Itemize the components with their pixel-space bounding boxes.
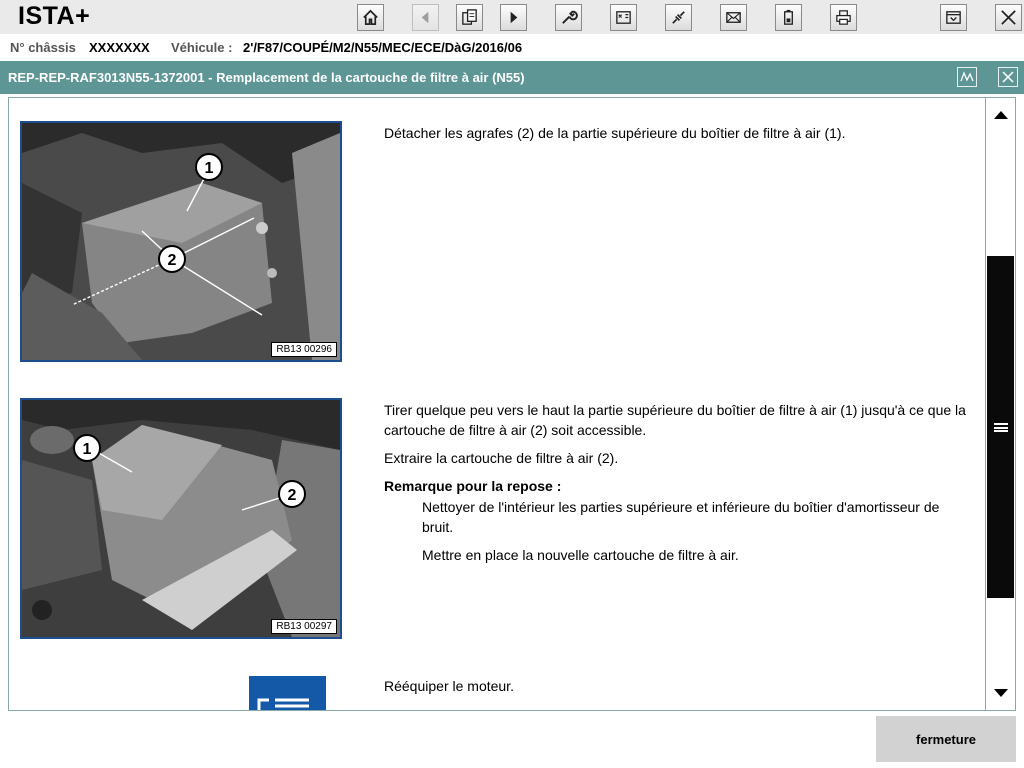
connection-icon — [669, 8, 688, 27]
remark-item: Nettoyer de l'intérieur les parties supérieure et inférieure du boîtier d'amortisseur de bruit. — [422, 499, 940, 535]
remark-body — [422, 497, 974, 565]
callout-2: 2 — [167, 252, 177, 269]
minimize-icon — [944, 8, 963, 27]
scroll-up-button[interactable] — [986, 100, 1015, 130]
vehicle-value: 2'/F87/COUPÉ/M2/N55/MEC/ECE/DàG/2016/06 — [243, 40, 523, 55]
chassis-value: XXXXXXX — [89, 40, 150, 55]
close-document-button[interactable]: fermeture — [876, 716, 1016, 762]
mail-icon — [724, 8, 743, 27]
document-title-bar — [0, 61, 1024, 94]
vehicle-info-bar — [0, 34, 1024, 60]
close-icon — [1001, 70, 1015, 84]
document-close-button[interactable] — [998, 67, 1018, 87]
callout-1: 1 — [204, 160, 214, 177]
vehicle-info-icon — [614, 8, 633, 27]
document-graph-button[interactable] — [957, 67, 977, 87]
service-functions-button[interactable] — [555, 4, 582, 31]
close-icon — [999, 8, 1018, 27]
scroll-down-button[interactable] — [986, 678, 1015, 708]
remark-title: Remarque pour la repose : — [384, 478, 562, 494]
callout-1: 1 — [82, 441, 92, 458]
chassis-label: N° châssis — [10, 40, 76, 55]
top-bar — [0, 0, 1024, 34]
back-icon — [416, 8, 435, 27]
engine-bay-photo — [22, 123, 340, 360]
close-app-button[interactable] — [995, 4, 1022, 31]
vehicle-info-button[interactable] — [610, 4, 637, 31]
battery-button[interactable] — [775, 4, 802, 31]
step-1-text — [384, 123, 974, 151]
wrench-icon — [559, 8, 578, 27]
step-instruction: Tirer quelque peu vers le haut la partie supérieure du boîtier de filtre à air (1) jusqu'à ce que la cartouche de filtre à air (2) soit accessible. — [384, 402, 966, 438]
documents-button[interactable] — [456, 4, 483, 31]
battery-icon — [779, 8, 798, 27]
step-2-text — [384, 400, 974, 573]
documents-icon — [460, 8, 479, 27]
vertical-scrollbar[interactable] — [985, 98, 1015, 710]
figure-label: RB13 00296 — [271, 342, 337, 357]
print-icon — [834, 8, 853, 27]
triangle-up-icon — [993, 110, 1009, 120]
forward-button[interactable] — [500, 4, 527, 31]
callout-2: 2 — [287, 487, 297, 504]
mail-button[interactable] — [720, 4, 747, 31]
scrollbar-thumb[interactable] — [987, 256, 1014, 598]
remark-item: Mettre en place la nouvelle cartouche de filtre à air. — [422, 547, 739, 563]
figure-air-filter-cartridge — [20, 398, 342, 639]
document-title: REP-REP-RAF3013N55-1372001 - Remplacement de la cartouche de filtre à air (N55) — [8, 70, 525, 85]
figure-label: RB13 00297 — [271, 619, 337, 634]
home-button[interactable] — [357, 4, 384, 31]
vehicle-label: Véhicule : — [171, 40, 233, 55]
engine-bay-photo — [22, 400, 340, 637]
step-instruction: Rééquiper le moteur. — [384, 678, 514, 694]
step-instruction: Détacher les agrafes (2) de la partie supérieure du boîtier de filtre à air (1). — [384, 125, 846, 141]
figure-air-filter-clips — [20, 121, 342, 362]
waveform-icon — [960, 70, 974, 84]
grip-icon — [994, 423, 1008, 432]
step-3-text — [384, 676, 974, 704]
minimize-button[interactable] — [940, 4, 967, 31]
print-button[interactable] — [830, 4, 857, 31]
tool-icon — [249, 676, 326, 711]
document-content — [8, 97, 1016, 711]
triangle-down-icon — [993, 688, 1009, 698]
forward-icon — [504, 8, 523, 27]
connection-button[interactable] — [665, 4, 692, 31]
step-instruction-2: Extraire la cartouche de filtre à air (2). — [384, 450, 619, 466]
home-icon — [361, 8, 380, 27]
back-button[interactable] — [412, 4, 439, 31]
app-title: ISTA+ — [18, 2, 91, 30]
